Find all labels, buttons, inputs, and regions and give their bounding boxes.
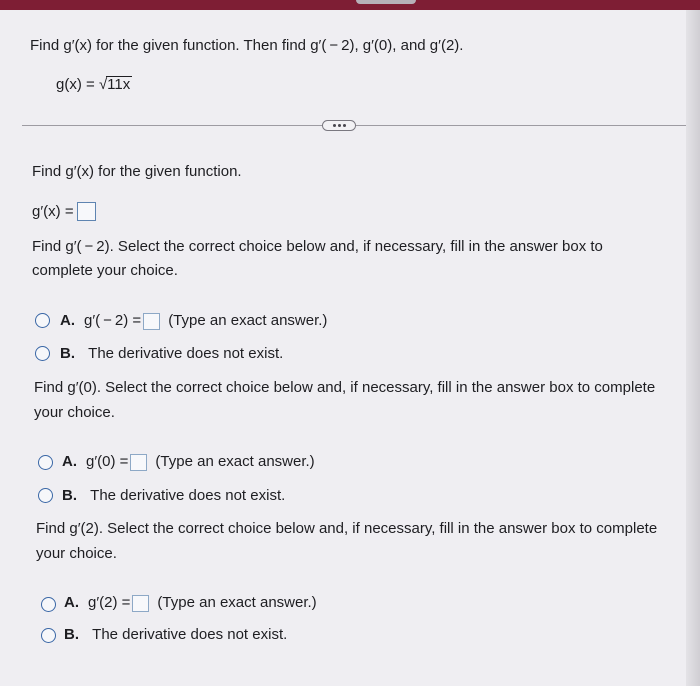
part2-option-a-letter: A.	[60, 312, 75, 329]
part2-option-b-radio[interactable]	[35, 346, 50, 361]
part2-answer-input[interactable]	[143, 313, 160, 330]
part2-option-a-label: g′( − 2) =	[84, 312, 142, 329]
header-bar	[0, 0, 700, 10]
part3-option-a-radio[interactable]	[38, 455, 53, 470]
function-definition	[56, 76, 132, 93]
part4-option-a-letter: A.	[64, 594, 79, 611]
part3-option-b-label: The derivative does not exist.	[90, 487, 286, 504]
part1-answer-label: g′(x) =	[32, 202, 74, 220]
part4-option-a	[64, 594, 317, 612]
part3-option-a-letter: A.	[62, 453, 77, 470]
part1-answer-row	[32, 202, 96, 221]
part4-option-b-label: The derivative does not exist.	[92, 626, 288, 643]
part4-instruction-line1: Find g′(2). Select the correct choice below and, if necessary, fill in the answer box to complete	[36, 520, 658, 537]
part2-option-b-label: The derivative does not exist.	[88, 345, 284, 362]
ellipsis-icon	[333, 124, 336, 127]
part2-option-a	[60, 312, 327, 330]
expand-more-button[interactable]	[322, 120, 356, 131]
function-lhs: g(x) =	[56, 76, 99, 93]
part3-option-b	[62, 487, 285, 505]
part4-option-b	[64, 626, 287, 644]
derivative-answer-input[interactable]	[77, 202, 96, 221]
header-tab	[356, 0, 416, 4]
part3-answer-input[interactable]	[130, 454, 147, 471]
sqrt-icon: √	[98, 76, 108, 93]
part2-option-a-radio[interactable]	[35, 313, 50, 328]
part2-option-b	[60, 345, 283, 363]
part3-option-a-label: g′(0) =	[86, 453, 129, 470]
part3-option-b-radio[interactable]	[38, 488, 53, 503]
part3-instruction-line2: your choice.	[34, 404, 115, 421]
part4-option-a-hint: (Type an exact answer.)	[157, 594, 317, 611]
part3-instruction-line1: Find g′(0). Select the correct choice below and, if necessary, fill in the answer box to complete	[34, 379, 656, 396]
part4-answer-input[interactable]	[132, 595, 149, 612]
part2-option-b-letter: B.	[60, 345, 75, 362]
problem-statement: Find g′(x) for the given function. Then find g′( − 2), g′(0), and g′(2).	[30, 37, 464, 54]
ellipsis-icon	[338, 124, 341, 127]
part3-option-b-letter: B.	[62, 487, 77, 504]
part2-instruction-line2: complete your choice.	[32, 262, 178, 279]
part2-option-a-hint: (Type an exact answer.)	[168, 312, 328, 329]
part4-option-b-letter: B.	[64, 626, 79, 643]
part4-option-a-radio[interactable]	[41, 597, 56, 612]
part4-option-b-radio[interactable]	[41, 628, 56, 643]
part3-option-a	[62, 453, 315, 471]
part4-option-a-label: g′(2) =	[88, 594, 131, 611]
part1-instruction: Find g′(x) for the given function.	[32, 163, 242, 180]
part2-instruction-line1: Find g′( − 2). Select the correct choice below and, if necessary, fill in the answer box to	[32, 238, 603, 255]
part3-option-a-hint: (Type an exact answer.)	[155, 453, 315, 470]
page-edge	[686, 10, 700, 686]
part4-instruction-line2: your choice.	[36, 545, 117, 562]
function-radicand: 11x	[107, 76, 131, 93]
ellipsis-icon	[343, 124, 346, 127]
